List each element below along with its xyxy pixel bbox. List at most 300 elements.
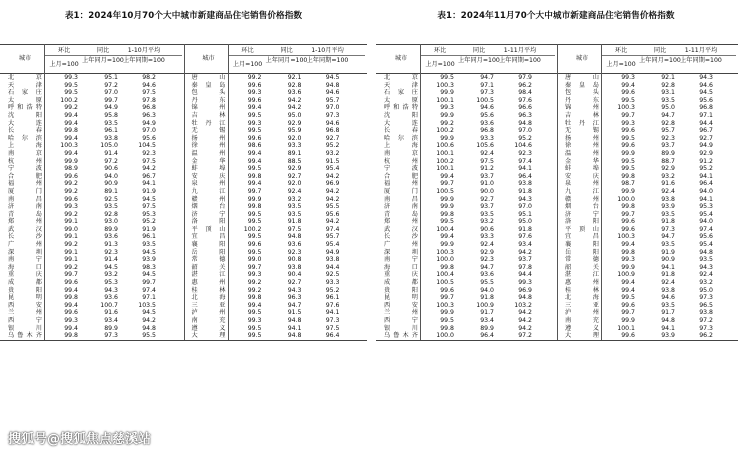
- cell-yoy-right: 90.8: [287, 256, 302, 264]
- cell-mom-right: 99.4: [247, 157, 262, 165]
- cell-ytd-right: 95.4: [699, 241, 713, 249]
- cell-yoy-right: 93.5: [661, 301, 675, 309]
- cell-yoy-left: 96.8: [480, 127, 494, 135]
- cell-city-right: 泉州: [565, 180, 599, 188]
- cell-mom-left: 100.1: [436, 149, 454, 157]
- cell-ytd-right: 94.8: [699, 248, 713, 256]
- cell-mom-right: 99.3: [247, 119, 262, 127]
- cell-yoy-left: 91.4: [104, 256, 118, 264]
- cell-city-right: 惠州: [565, 279, 599, 287]
- header-mom-base-left: 上月=100: [49, 61, 79, 68]
- cell-yoy-left: 100.5: [476, 96, 494, 104]
- cell-city-left: 石家庄: [8, 89, 42, 97]
- cell-city-left: 大连: [8, 119, 42, 127]
- cell-mom-left: 98.9: [64, 165, 78, 173]
- cell-mom-left: 99.8: [64, 332, 78, 340]
- cell-mom-right: 99.6: [621, 332, 635, 340]
- cell-ytd-left: 97.9: [518, 74, 532, 81]
- cell-mom-left: 100.3: [436, 301, 454, 309]
- cell-mom-right: 99.7: [247, 187, 262, 195]
- cell-yoy-right: 94.7: [287, 301, 302, 309]
- cell-yoy-right: 92.4: [287, 187, 302, 195]
- cell-ytd-left: 94.5: [142, 195, 156, 203]
- cell-ytd-right: 94.2: [325, 195, 340, 203]
- cell-mom-right: 100.1: [617, 324, 635, 332]
- cell-city-right: 桂林: [191, 286, 226, 294]
- cell-yoy-left: 93.2: [104, 271, 118, 279]
- cell-yoy-left: 105.0: [100, 142, 118, 150]
- cell-yoy-right: 94.1: [661, 263, 675, 271]
- cell-mom-right: 98.6: [247, 142, 262, 150]
- cell-ytd-right: 94.2: [325, 218, 340, 226]
- cell-yoy-left: 97.2: [104, 157, 118, 165]
- cell-city-right: 南充: [565, 317, 599, 324]
- cell-mom-right: 99.8: [621, 172, 635, 180]
- cell-yoy-right: 93.7: [661, 142, 675, 150]
- cell-mom-right: 99.4: [247, 149, 262, 157]
- cell-ytd-right: 94.9: [699, 142, 713, 150]
- cell-yoy-right: 92.7: [287, 279, 302, 287]
- cell-ytd-right: 97.1: [699, 111, 713, 119]
- cell-yoy-left: 97.2: [104, 81, 118, 89]
- cell-yoy-left: 94.7: [480, 263, 494, 271]
- header-city-left: 城市: [394, 55, 408, 62]
- cell-city-right: 桂林: [565, 286, 599, 294]
- cell-ytd-right: 93.2: [699, 279, 713, 287]
- cell-ytd-right: 94.6: [699, 81, 713, 89]
- cell-yoy-left: 89.9: [104, 324, 118, 332]
- cell-mom-right: 99.5: [247, 332, 262, 340]
- cell-yoy-left: 89.9: [480, 324, 494, 332]
- cell-mom-left: 100.0: [436, 332, 454, 340]
- cell-city-right: 泸州: [565, 309, 599, 317]
- cell-mom-left: 99.4: [64, 149, 78, 157]
- cell-ytd-right: 95.6: [699, 233, 713, 241]
- cell-mom-right: 99.5: [247, 127, 262, 135]
- cell-city-right: 烟台: [565, 203, 599, 211]
- cell-mom-left: 100.3: [60, 142, 78, 150]
- cell-city-right: 惠州: [191, 279, 226, 287]
- cell-yoy-right: 94.7: [661, 111, 675, 119]
- cell-yoy-left: 94.0: [480, 286, 494, 294]
- cell-ytd-left: 97.0: [518, 203, 532, 211]
- cell-city-left: 重庆: [8, 271, 42, 279]
- cell-ytd-right: 94.4: [699, 119, 713, 127]
- cell-yoy-right: 91.5: [287, 309, 302, 317]
- cell-ytd-right: 95.3: [699, 203, 713, 211]
- cell-mom-right: 99.6: [247, 241, 262, 249]
- cell-yoy-right: 96.3: [287, 294, 302, 302]
- cell-city-right: 洛阳: [565, 218, 599, 226]
- cell-mom-right: 99.4: [247, 104, 262, 112]
- cell-yoy-left: 93.6: [480, 119, 494, 127]
- cell-city-left: 杭州: [8, 157, 42, 165]
- cell-city-left: 武汉: [8, 225, 42, 233]
- cell-mom-left: 99.7: [440, 180, 454, 188]
- cell-city-left: 厦门: [384, 187, 418, 195]
- cell-ytd-left: 94.4: [518, 271, 532, 279]
- cell-city-left: 广州: [8, 241, 42, 249]
- cell-mom-left: 100.5: [436, 279, 454, 287]
- cell-yoy-left: 93.5: [104, 119, 118, 127]
- cell-mom-right: 99.9: [621, 263, 635, 271]
- cell-mom-left: 99.1: [64, 248, 78, 256]
- cell-ytd-right: 94.6: [325, 119, 340, 127]
- cell-yoy-right: 93.2: [287, 195, 302, 203]
- cell-yoy-right: 92.8: [661, 81, 675, 89]
- cell-yoy-right: 94.8: [287, 233, 302, 241]
- cell-city-right: 三亚: [565, 301, 599, 309]
- cell-mom-left: 99.2: [64, 180, 78, 188]
- cell-yoy-right: 89.1: [287, 149, 302, 157]
- cell-yoy-right: 92.4: [661, 279, 675, 287]
- cell-ytd-left: 95.2: [142, 218, 156, 226]
- header-mom-base-right: 上月=100: [606, 61, 636, 68]
- cell-ytd-left: 97.6: [518, 96, 532, 104]
- cell-yoy-left: 93.2: [480, 218, 494, 226]
- cell-mom-right: 99.3: [621, 256, 635, 264]
- table-panel-november: [372, 0, 740, 451]
- cell-yoy-left: 92.3: [104, 248, 118, 256]
- cell-city-left: 南京: [8, 149, 42, 157]
- cell-city-right: 平顶山: [565, 225, 599, 233]
- cell-yoy-left: 99.7: [104, 96, 118, 104]
- cell-ytd-right: 97.6: [325, 301, 340, 309]
- cell-ytd-right: 94.0: [699, 187, 713, 195]
- cell-yoy-right: 93.8: [661, 195, 675, 203]
- cell-city-left: 海口: [8, 263, 42, 271]
- cell-city-right: 徐州: [191, 142, 226, 150]
- cell-ytd-left: 97.1: [142, 294, 156, 302]
- cell-city-right: 宜昌: [565, 233, 599, 241]
- cell-city-right: 无锡: [565, 127, 599, 135]
- cell-ytd-right: 95.2: [699, 165, 713, 173]
- cell-yoy-left: 93.4: [104, 317, 118, 324]
- cell-city-left: 宁波: [384, 165, 418, 173]
- cell-city-right: 徐州: [565, 142, 599, 150]
- cell-yoy-right: 92.9: [287, 119, 302, 127]
- cell-ytd-right: 92.9: [699, 149, 713, 157]
- cell-ytd-left: 93.5: [142, 241, 156, 249]
- cell-yoy-left: 91.3: [104, 241, 118, 249]
- cell-city-right: 锦州: [565, 104, 599, 112]
- cell-ytd-left: 96.3: [142, 111, 156, 119]
- cell-yoy-left: 94.5: [104, 263, 118, 271]
- cell-yoy-left: 93.5: [104, 203, 118, 211]
- header-yoy-base-left: 上年同月=100: [458, 57, 500, 64]
- cell-ytd-left: 96.2: [518, 81, 532, 89]
- cell-city-right: 济宁: [565, 210, 599, 218]
- cell-city-left: 武汉: [384, 225, 418, 233]
- cell-city-right: 温州: [191, 149, 226, 157]
- cell-yoy-left: 92.5: [104, 195, 118, 203]
- cell-yoy-left: 94.0: [104, 172, 118, 180]
- cell-yoy-left: 92.4: [480, 149, 494, 157]
- cell-mom-left: 100.4: [436, 271, 454, 279]
- cell-ytd-left: 91.9: [142, 225, 156, 233]
- cell-ytd-left: 97.5: [142, 157, 156, 165]
- cell-ytd-left: 91.8: [518, 225, 532, 233]
- cell-ytd-left: 97.8: [142, 96, 156, 104]
- cell-ytd-right: 96.8: [699, 104, 713, 112]
- cell-yoy-right: 88.7: [661, 157, 675, 165]
- cell-city-left: 成都: [384, 279, 418, 287]
- cell-ytd-left: 94.2: [518, 324, 532, 332]
- cell-mom-left: 99.9: [440, 203, 454, 211]
- cell-mom-left: 100.2: [436, 157, 454, 165]
- cell-city-left: 长春: [8, 127, 42, 135]
- cell-mom-right: 99.5: [247, 248, 262, 256]
- cell-ytd-right: 97.5: [325, 324, 340, 332]
- cell-mom-right: 99.3: [621, 119, 635, 127]
- cell-ytd-left: 94.8: [142, 324, 156, 332]
- cell-mom-left: 99.5: [64, 81, 78, 89]
- cell-city-left: 大连: [384, 119, 418, 127]
- cell-ytd-left: 97.0: [142, 127, 156, 135]
- cell-city-right: 三亚: [191, 301, 226, 309]
- cell-yoy-right: 91.7: [661, 309, 675, 317]
- cell-mom-right: 99.9: [247, 195, 262, 203]
- cell-yoy-left: 93.5: [480, 210, 494, 218]
- cell-mom-left: 99.9: [440, 241, 454, 249]
- cell-city-right: 平顶山: [191, 225, 226, 233]
- cell-ytd-left: 94.5: [142, 248, 156, 256]
- cell-city-left: 呼和浩特: [8, 104, 42, 112]
- cell-ytd-right: 95.4: [699, 210, 713, 218]
- cell-mom-left: 99.4: [64, 134, 78, 142]
- cell-ytd-right: 94.2: [325, 187, 340, 195]
- cell-city-left: 乌鲁木齐: [384, 332, 418, 340]
- cell-city-left: 济南: [8, 203, 42, 211]
- cell-mom-right: 99.3: [247, 271, 262, 279]
- cell-mom-right: 100.3: [617, 233, 635, 241]
- cell-yoy-right: 92.9: [287, 165, 302, 173]
- cell-yoy-left: 90.6: [480, 225, 494, 233]
- cell-city-right: 秦皇岛: [191, 81, 226, 89]
- cell-mom-right: 99.3: [247, 317, 262, 324]
- header-ytd-base-right: 上年同期=100: [680, 57, 722, 64]
- cell-city-left: 福州: [384, 180, 418, 188]
- cell-ytd-right: 92.5: [325, 271, 340, 279]
- cell-mom-left: 99.0: [64, 225, 78, 233]
- cell-mom-right: 100.9: [617, 271, 635, 279]
- cell-yoy-left: 91.0: [480, 180, 494, 188]
- cell-city-left: 南宁: [8, 256, 42, 264]
- cell-yoy-left: 93.3: [480, 134, 494, 142]
- cell-ytd-left: 98.4: [518, 89, 532, 97]
- column-divider: [228, 44, 229, 340]
- cell-ytd-right: 96.4: [699, 180, 713, 188]
- cell-city-left: 深圳: [384, 248, 418, 256]
- cell-mom-left: 99.9: [440, 134, 454, 142]
- cell-yoy-left: 93.7: [480, 172, 494, 180]
- cell-yoy-right: 90.9: [661, 256, 675, 264]
- cell-yoy-left: 91.8: [480, 294, 494, 302]
- cell-yoy-right: 93.5: [661, 241, 675, 249]
- cell-mom-left: 99.2: [64, 104, 78, 112]
- header-yoy-base-right: 上年同月=100: [265, 57, 308, 64]
- cell-city-right: 北海: [565, 294, 599, 302]
- cell-yoy-right: 91.9: [661, 248, 675, 256]
- cell-ytd-right: 95.2: [325, 142, 340, 150]
- cell-yoy-left: 93.6: [104, 294, 118, 302]
- cell-ytd-left: 94.5: [142, 309, 156, 317]
- cell-mom-left: 99.5: [440, 74, 454, 81]
- cell-yoy-right: 94.1: [661, 324, 675, 332]
- cell-yoy-right: 93.1: [661, 89, 675, 97]
- cell-ytd-right: 96.1: [325, 294, 340, 302]
- cell-ytd-right: 95.0: [699, 286, 713, 294]
- cell-city-left: 沈阳: [384, 111, 418, 119]
- cell-ytd-right: 94.3: [699, 74, 713, 81]
- cell-yoy-right: 93.9: [661, 332, 675, 340]
- cell-city-left: 长春: [384, 127, 418, 135]
- cell-mom-right: 99.5: [247, 309, 262, 317]
- cell-ytd-left: 94.1: [142, 180, 156, 188]
- cell-mom-right: 99.3: [247, 89, 262, 97]
- cell-mom-right: 99.6: [247, 96, 262, 104]
- cell-city-left: 昆明: [8, 294, 42, 302]
- cell-city-left: 南昌: [384, 195, 418, 203]
- cell-yoy-right: 92.0: [287, 180, 302, 188]
- cell-city-right: 扬州: [191, 134, 226, 142]
- cell-ytd-left: 94.3: [518, 195, 532, 203]
- header-ytd-left: 1-11月平均: [503, 47, 537, 54]
- cell-city-left: 西宁: [8, 317, 42, 324]
- cell-yoy-left: 91.4: [104, 149, 118, 157]
- cell-yoy-right: 93.2: [661, 172, 675, 180]
- cell-ytd-left: 104.6: [514, 142, 532, 150]
- cell-city-left: 广州: [384, 241, 418, 249]
- cell-ytd-right: 96.7: [699, 127, 713, 135]
- cell-city-left: 西安: [8, 301, 42, 309]
- cell-ytd-right: 97.3: [325, 317, 340, 324]
- header-city-right: 城市: [202, 55, 215, 62]
- cell-mom-right: 99.8: [621, 203, 635, 211]
- header-mom-base-right: 上月=100: [232, 61, 263, 68]
- cell-city-right: 湛江: [191, 271, 226, 279]
- cell-mom-right: 99.4: [621, 81, 635, 89]
- cell-mom-left: 99.7: [64, 271, 78, 279]
- cell-city-right: 大理: [191, 332, 226, 340]
- cell-ytd-left: 96.7: [142, 172, 156, 180]
- cell-mom-right: 99.8: [247, 294, 262, 302]
- cell-yoy-right: 93.5: [661, 96, 675, 104]
- cell-yoy-right: 89.9: [661, 149, 675, 157]
- cell-city-left: 海口: [384, 263, 418, 271]
- cell-city-right: 遵义: [191, 324, 226, 332]
- cell-yoy-left: 94.7: [480, 74, 494, 81]
- cell-mom-left: 99.4: [64, 324, 78, 332]
- cell-yoy-right: 93.5: [287, 210, 302, 218]
- cell-city-left: 南京: [384, 149, 418, 157]
- cell-mom-left: 99.9: [440, 111, 454, 119]
- cell-mom-right: 99.6: [621, 218, 635, 226]
- cell-mom-right: 99.2: [247, 74, 262, 81]
- cell-city-right: 蚌埠: [565, 165, 599, 173]
- cell-yoy-left: 95.1: [104, 74, 118, 81]
- cell-yoy-right: 91.6: [661, 180, 675, 188]
- cell-city-left: 呼和浩特: [384, 104, 418, 112]
- cell-mom-left: 100.2: [436, 127, 454, 135]
- cell-ytd-left: 97.4: [142, 286, 156, 294]
- cell-city-left: 福州: [8, 180, 42, 188]
- cell-city-left: 贵阳: [8, 286, 42, 294]
- cell-ytd-right: 97.3: [699, 324, 713, 332]
- cell-mom-left: 99.9: [440, 89, 454, 97]
- cell-ytd-right: 96.4: [325, 332, 340, 340]
- cell-city-right: 唐山: [565, 74, 599, 81]
- cell-ytd-left: 97.0: [518, 127, 532, 135]
- cell-city-right: 金华: [191, 157, 226, 165]
- cell-mom-right: 99.2: [247, 279, 262, 287]
- header-ytd-left: 1-10月平均: [127, 47, 161, 54]
- cell-city-right: 秦皇岛: [565, 81, 599, 89]
- cell-yoy-left: 100.9: [476, 301, 494, 309]
- cell-mom-left: 100.1: [436, 165, 454, 173]
- cell-ytd-left: 97.6: [518, 233, 532, 241]
- cell-city-left: 上海: [384, 142, 418, 150]
- cell-city-right: 蚌埠: [191, 165, 226, 173]
- cell-mom-right: 99.6: [621, 89, 635, 97]
- cell-city-left: 太原: [384, 96, 418, 104]
- cell-ytd-right: 97.2: [699, 317, 713, 324]
- cell-city-right: 常德: [191, 256, 226, 264]
- cell-yoy-right: 92.8: [287, 81, 302, 89]
- cell-yoy-left: 92.3: [480, 256, 494, 264]
- cell-city-right: 济宁: [191, 210, 226, 218]
- cell-ytd-right: 95.7: [325, 233, 340, 241]
- cell-yoy-right: 91.8: [661, 218, 675, 226]
- cell-mom-left: 99.1: [64, 256, 78, 264]
- cell-yoy-right: 92.7: [287, 172, 302, 180]
- cell-ytd-right: 93.8: [699, 309, 713, 317]
- cell-mom-left: 99.4: [440, 233, 454, 241]
- cell-yoy-right: 94.8: [661, 317, 675, 324]
- cell-yoy-left: 95.8: [104, 111, 118, 119]
- cell-mom-left: 99.8: [440, 324, 454, 332]
- cell-mom-right: 99.6: [247, 134, 262, 142]
- cell-ytd-right: 97.4: [699, 225, 713, 233]
- cell-city-right: 韶关: [191, 263, 226, 271]
- cell-mom-left: 99.1: [64, 233, 78, 241]
- cell-ytd-left: 95.3: [142, 210, 156, 218]
- cell-city-left: 郑州: [8, 218, 42, 226]
- cell-ytd-right: 96.8: [325, 127, 340, 135]
- cell-mom-left: 99.3: [64, 317, 78, 324]
- cell-ytd-left: 97.5: [142, 89, 156, 97]
- cell-yoy-left: 93.4: [480, 317, 494, 324]
- cell-yoy-right: 95.0: [661, 104, 675, 112]
- cell-ytd-right: 96.9: [325, 180, 340, 188]
- cell-ytd-left: 94.8: [518, 294, 532, 302]
- cell-ytd-right: 95.7: [325, 96, 340, 104]
- cell-mom-right: 99.7: [621, 111, 635, 119]
- cell-ytd-right: 94.8: [325, 81, 340, 89]
- cell-mom-right: 99.6: [247, 81, 262, 89]
- cell-city-right: 韶关: [565, 263, 599, 271]
- cell-mom-right: 99.3: [621, 74, 635, 81]
- cell-yoy-left: 90.9: [104, 180, 118, 188]
- cell-mom-right: 99.8: [247, 172, 262, 180]
- cell-yoy-right: 92.4: [661, 187, 675, 195]
- cell-city-left: 深圳: [8, 248, 42, 256]
- header-yoy-right: 同比: [280, 47, 293, 54]
- cell-city-right: 宜昌: [191, 233, 226, 241]
- cell-yoy-left: 96.1: [104, 127, 118, 135]
- cell-ytd-right: 92.7: [325, 134, 340, 142]
- cell-mom-left: 99.4: [64, 111, 78, 119]
